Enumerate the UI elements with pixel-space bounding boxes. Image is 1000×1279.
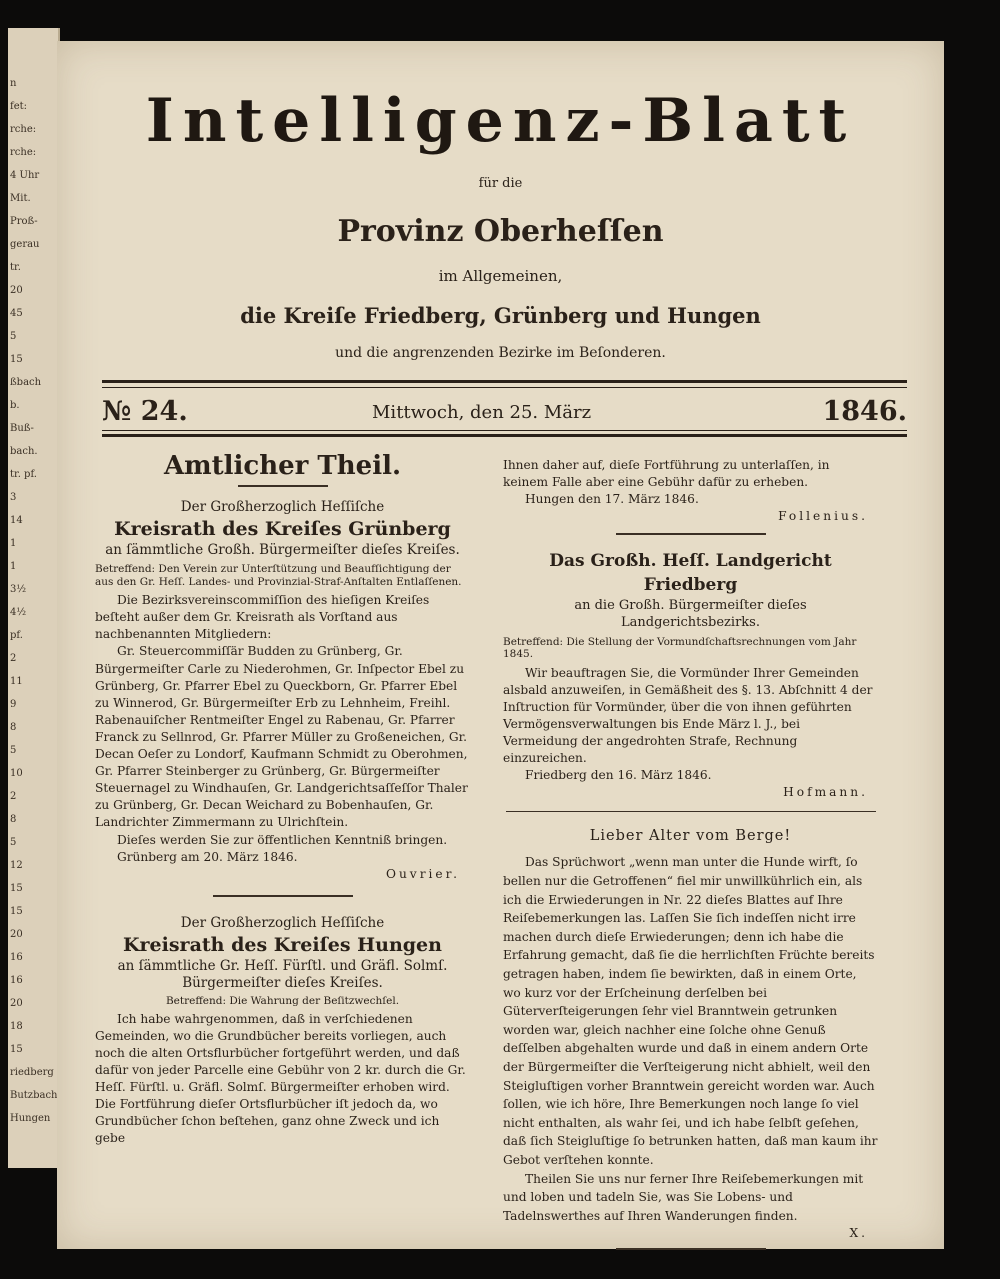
masthead-provinz: Provinz Oberheſſen <box>337 214 664 249</box>
previous-page-fragment: 2 <box>10 653 17 664</box>
previous-page-fragment: 5 <box>10 331 17 342</box>
previous-page-fragment: 1 <box>10 561 17 572</box>
previous-page-fragment: 16 <box>10 952 23 963</box>
previous-page-fragment: b. <box>10 400 20 411</box>
letter-closing: Theilen Sie uns nur ferner Ihre Reiſebemerkungen mit und loben und tadeln Sie, was Sie Lobens- und Tadelnswerthes auf Ihren Wanderungen finden. <box>503 1171 864 1223</box>
notice3-signature: Hofmann. <box>783 785 868 800</box>
previous-page-fragment: 5 <box>10 745 17 756</box>
masthead-title: Intelligenz-Blatt <box>145 86 856 156</box>
notice2-body: Ich habe wahrgenommen, daß in verſchiedenen Gemeinden, wo die Grundbücher bereits vorliegen, auch noch die alten Ortsflurbücher fortgeführt werden, und daß dafür von jeder Parcelle eine Gebühr von 2 kr. durch die Gr. Heſſ. Fürſtl. u. Gräfl. Solmſ. Bürgermeiſter erhoben wird. Die Fortführung dieſer Ortsflurbücher iſt jedoch da, wo Grundbücher ſchon beſtehen, ganz ohne Zweck und ich gebe <box>95 1011 466 1146</box>
issue-date: Mittwoch, den 25. März <box>372 402 592 423</box>
continuation-signature: Follenius. <box>778 509 868 524</box>
right-divider-1 <box>616 533 766 535</box>
issue-number: № 24. <box>102 396 188 427</box>
notice1-place-date: Grünberg am 20. März 1846. <box>117 849 298 864</box>
notice3-body: Wir beauftragen Sie, die Vormünder Ihrer Gemeinden alsbald anzuweiſen, in Gemäßheit des §. 13. Abſchnitt 4 der Inſtruction für Vormünder, über die von ihnen geführten Vermögensverwaltungen bis Ende März l. J., bei Vermeidung der angedrohten Strafe, Rechnung einzureichen. <box>503 665 873 766</box>
previous-page-fragment: 20 <box>10 285 23 296</box>
notice2-line1: Der Großherzoglich Heſſiſche <box>180 914 385 931</box>
notice1-betreff: Betreffend: Den Verein zur Unterſtützung und Beaufſichtigung der aus den Gr. Heſſ. Landes- und Provinzial-Straf-Anſtalten Entlaſſenen. <box>95 563 462 588</box>
header-rule-bottom <box>102 434 907 437</box>
header-rule-top <box>102 380 907 383</box>
notice3-place-date: Friedberg den 16. März 1846. <box>525 768 712 783</box>
letter-body: Das Sprüchwort „wenn man unter die Hunde wirft, ſo bellen nur die Getroffenen“ fiel mir unwillkührlich ein, als ich die Erwiederungen in Nr. 22 dieſes Blattes auf Ihre Reiſebemerkungen las. Laſſen Sie ſich indeſſen nicht irre machen durch dieſe Erwiederungen; denn ich habe die Erfahrung gemacht, daß ſie die herrlichſten Früchte bereits getragen haben, indem ſie bewirkten, daß in einem Orte, wo kurz vor der Erſcheinung derſelben bei Güterverſteigerungen ſehr viel Branntwein getrunken worden war, gleich nachher eine ſolche ohne Genuß deſſelben abgehalten wurde und daß in einem andern Orte der Bürgermeiſter die Verſteigerung nicht abhielt, weil den Steigluſtigen vorher Branntwein gereicht worden war. Auch ſollen, wie ich höre, Ihre Bemerkungen noch lange ſo viel nicht enthalten, als wahr ſei, und ich habe ſelbſt geſehen, daß ſich Steigluſtige ſo betrunken hatten, daß man kaum ihr Gebot verſtehen konnte. <box>503 855 878 1167</box>
previous-page-fragment: 45 <box>10 308 23 319</box>
previous-page-fragment: Buß- <box>10 423 34 434</box>
header-rule-bottom-thin <box>102 430 907 431</box>
right-divider-3 <box>616 1248 766 1250</box>
notice1-signature: Ouvrier. <box>385 866 460 881</box>
notice1-members: Gr. Steuercommiſſär Budden zu Grünberg, Gr. Bürgermeiſter Carle zu Niederohmen, Gr. Inſpector Ebel zu Grünberg, Gr. Pfarrer Ebel zu Queckborn, Gr. Pfarrer Ebel zu Winnerod, Gr. Bürgermeiſter Erb zu Lehnheim, Freihl. Rabenauiſcher Rentmeiſter Engel zu Rabenau, Gr. Pfarrer Franck zu Sellnrod, Gr. Pfarrer Müller zu Großeneichen, Gr. Decan Oeſer zu Londorf, Kaufmann Schmidt zu Oberohmen, Gr. Pfarrer Steinberger zu Grünberg, Gr. Bürgermeiſter Steuernagel zu Windhauſen, Gr. Landgerichtsaſſeſſor Thaler zu Grünberg, Gr. Decan Weichard zu Bobenhauſen, Gr. Landrichter Zimmermann zu Ulrichſtein. <box>95 644 468 830</box>
previous-page-fragment: 8 <box>10 814 17 825</box>
notice1-body: Die Bezirksvereinscommiſſion des hieſigen Kreiſes beſteht außer dem Gr. Kreisrath als Vorſtand aus nachbenannten Mitgliedern: <box>95 593 430 642</box>
previous-page-fragment: Butzbach <box>10 1090 58 1101</box>
previous-page-fragment: bach. <box>10 446 38 457</box>
previous-page-fragment: 16 <box>10 975 23 986</box>
issue-year: 1846. <box>822 396 907 427</box>
notice1-line3: an ſämmtliche Großh. Bürgermeiſter dieſes Kreiſes. <box>105 542 460 559</box>
previous-page-fragment: 1 <box>10 538 17 549</box>
notice1-line2: Kreisrath des Kreiſes Grünberg <box>114 518 451 541</box>
notice2-line3: an ſämmtliche Gr. Heſſ. Fürſtl. und Gräfl. Solmſ. <box>117 957 448 974</box>
previous-page-fragment: 15 <box>10 1044 23 1055</box>
previous-page-fragment: 4 Uhr <box>10 170 40 181</box>
previous-page-fragment: Proß- <box>10 216 38 227</box>
previous-page-fragment: tr. pf. <box>10 469 37 480</box>
previous-page-fragment: 11 <box>10 676 23 687</box>
continuation-text: Ihnen daher auf, dieſe Fortführung zu unterlaſſen, in keinem Falle aber eine Gebühr dafür zu erheben. <box>503 458 830 490</box>
previous-page-fragment: tr. <box>10 262 21 273</box>
previous-page-fragment: 15 <box>10 354 23 365</box>
header-rule-top-thin <box>102 387 907 388</box>
previous-page-fragment: 15 <box>10 906 23 917</box>
previous-page-fragment: 4½ <box>10 607 27 618</box>
previous-page-fragment: 14 <box>10 515 23 526</box>
previous-page-fragment: 2 <box>10 791 17 802</box>
masthead-allgemein: im Allgemeinen, <box>438 267 563 285</box>
left-column <box>95 449 470 1147</box>
previous-page-fragment: 3½ <box>10 584 27 595</box>
letter-signature: X. <box>849 1226 868 1241</box>
previous-page-fragment: 3 <box>10 492 17 503</box>
notice3-line1: Das Großh. Heſſ. Landgericht Friedberg <box>549 551 832 596</box>
previous-page-fragment: riedberg <box>10 1067 54 1078</box>
previous-page-fragment: ßbach <box>10 377 42 388</box>
previous-page-fragment: rche: <box>10 124 37 135</box>
previous-page-fragment: gerau <box>10 239 40 250</box>
notice1-divider <box>213 895 353 897</box>
previous-page-fragment: 12 <box>10 860 23 871</box>
previous-page-fragment: 18 <box>10 1021 23 1032</box>
previous-page-edge <box>8 28 60 1168</box>
previous-page-fragment: 20 <box>10 998 23 1009</box>
notice2-line4: Bürgermeiſter dieſes Kreiſes. <box>182 974 383 991</box>
previous-page-fragment: pf. <box>10 630 23 641</box>
previous-page-fragment: n <box>10 78 17 89</box>
section-title: Amtlicher Theil. <box>163 451 402 481</box>
notice2-betreff: Betreffend: Die Wahrung der Beſitzwechſel. <box>165 995 400 1008</box>
notice1-line1: Der Großherzoglich Heſſiſche <box>180 499 385 515</box>
masthead-besonderen: und die angrenzenden Bezirke im Beſonderen. <box>335 345 666 361</box>
previous-page-fragment: 20 <box>10 929 23 940</box>
newspaper-page <box>57 41 944 1249</box>
masthead-kreise: die Kreiſe Friedberg, Grünberg und Hungen <box>240 303 761 328</box>
previous-page-fragment: rche: <box>10 147 37 158</box>
previous-page-fragment: 8 <box>10 722 17 733</box>
notice1-closing: Dieſes werden Sie zur öffentlichen Kenntniß bringen. <box>117 832 448 847</box>
previous-page-fragment: Mit. <box>10 193 31 204</box>
notice2-line2: Kreisrath des Kreiſes Hungen <box>123 933 442 956</box>
right-divider-2 <box>506 811 876 812</box>
notice3-line2: an die Großh. Bürgermeiſter dieſes Landgerichtsbezirks. <box>574 598 807 631</box>
letter-title: Lieber Alter vom Berge! <box>589 828 792 845</box>
previous-page-fragment: 10 <box>10 768 23 779</box>
continuation-place-date: Hungen den 17. März 1846. <box>525 492 699 507</box>
section-divider <box>238 485 328 487</box>
notice3-betreff: Betreffend: Die Stellung der Vormundſchaftsrechnungen vom Jahr 1845. <box>503 635 857 661</box>
previous-page-fragment: fet: <box>10 101 28 112</box>
previous-page-fragment: Hungen <box>10 1113 51 1124</box>
previous-page-fragment: 5 <box>10 837 17 848</box>
previous-page-fragment: 9 <box>10 699 17 710</box>
masthead-fuer-die: für die <box>478 176 523 191</box>
previous-page-fragment: 15 <box>10 883 23 894</box>
right-column <box>503 457 878 1250</box>
